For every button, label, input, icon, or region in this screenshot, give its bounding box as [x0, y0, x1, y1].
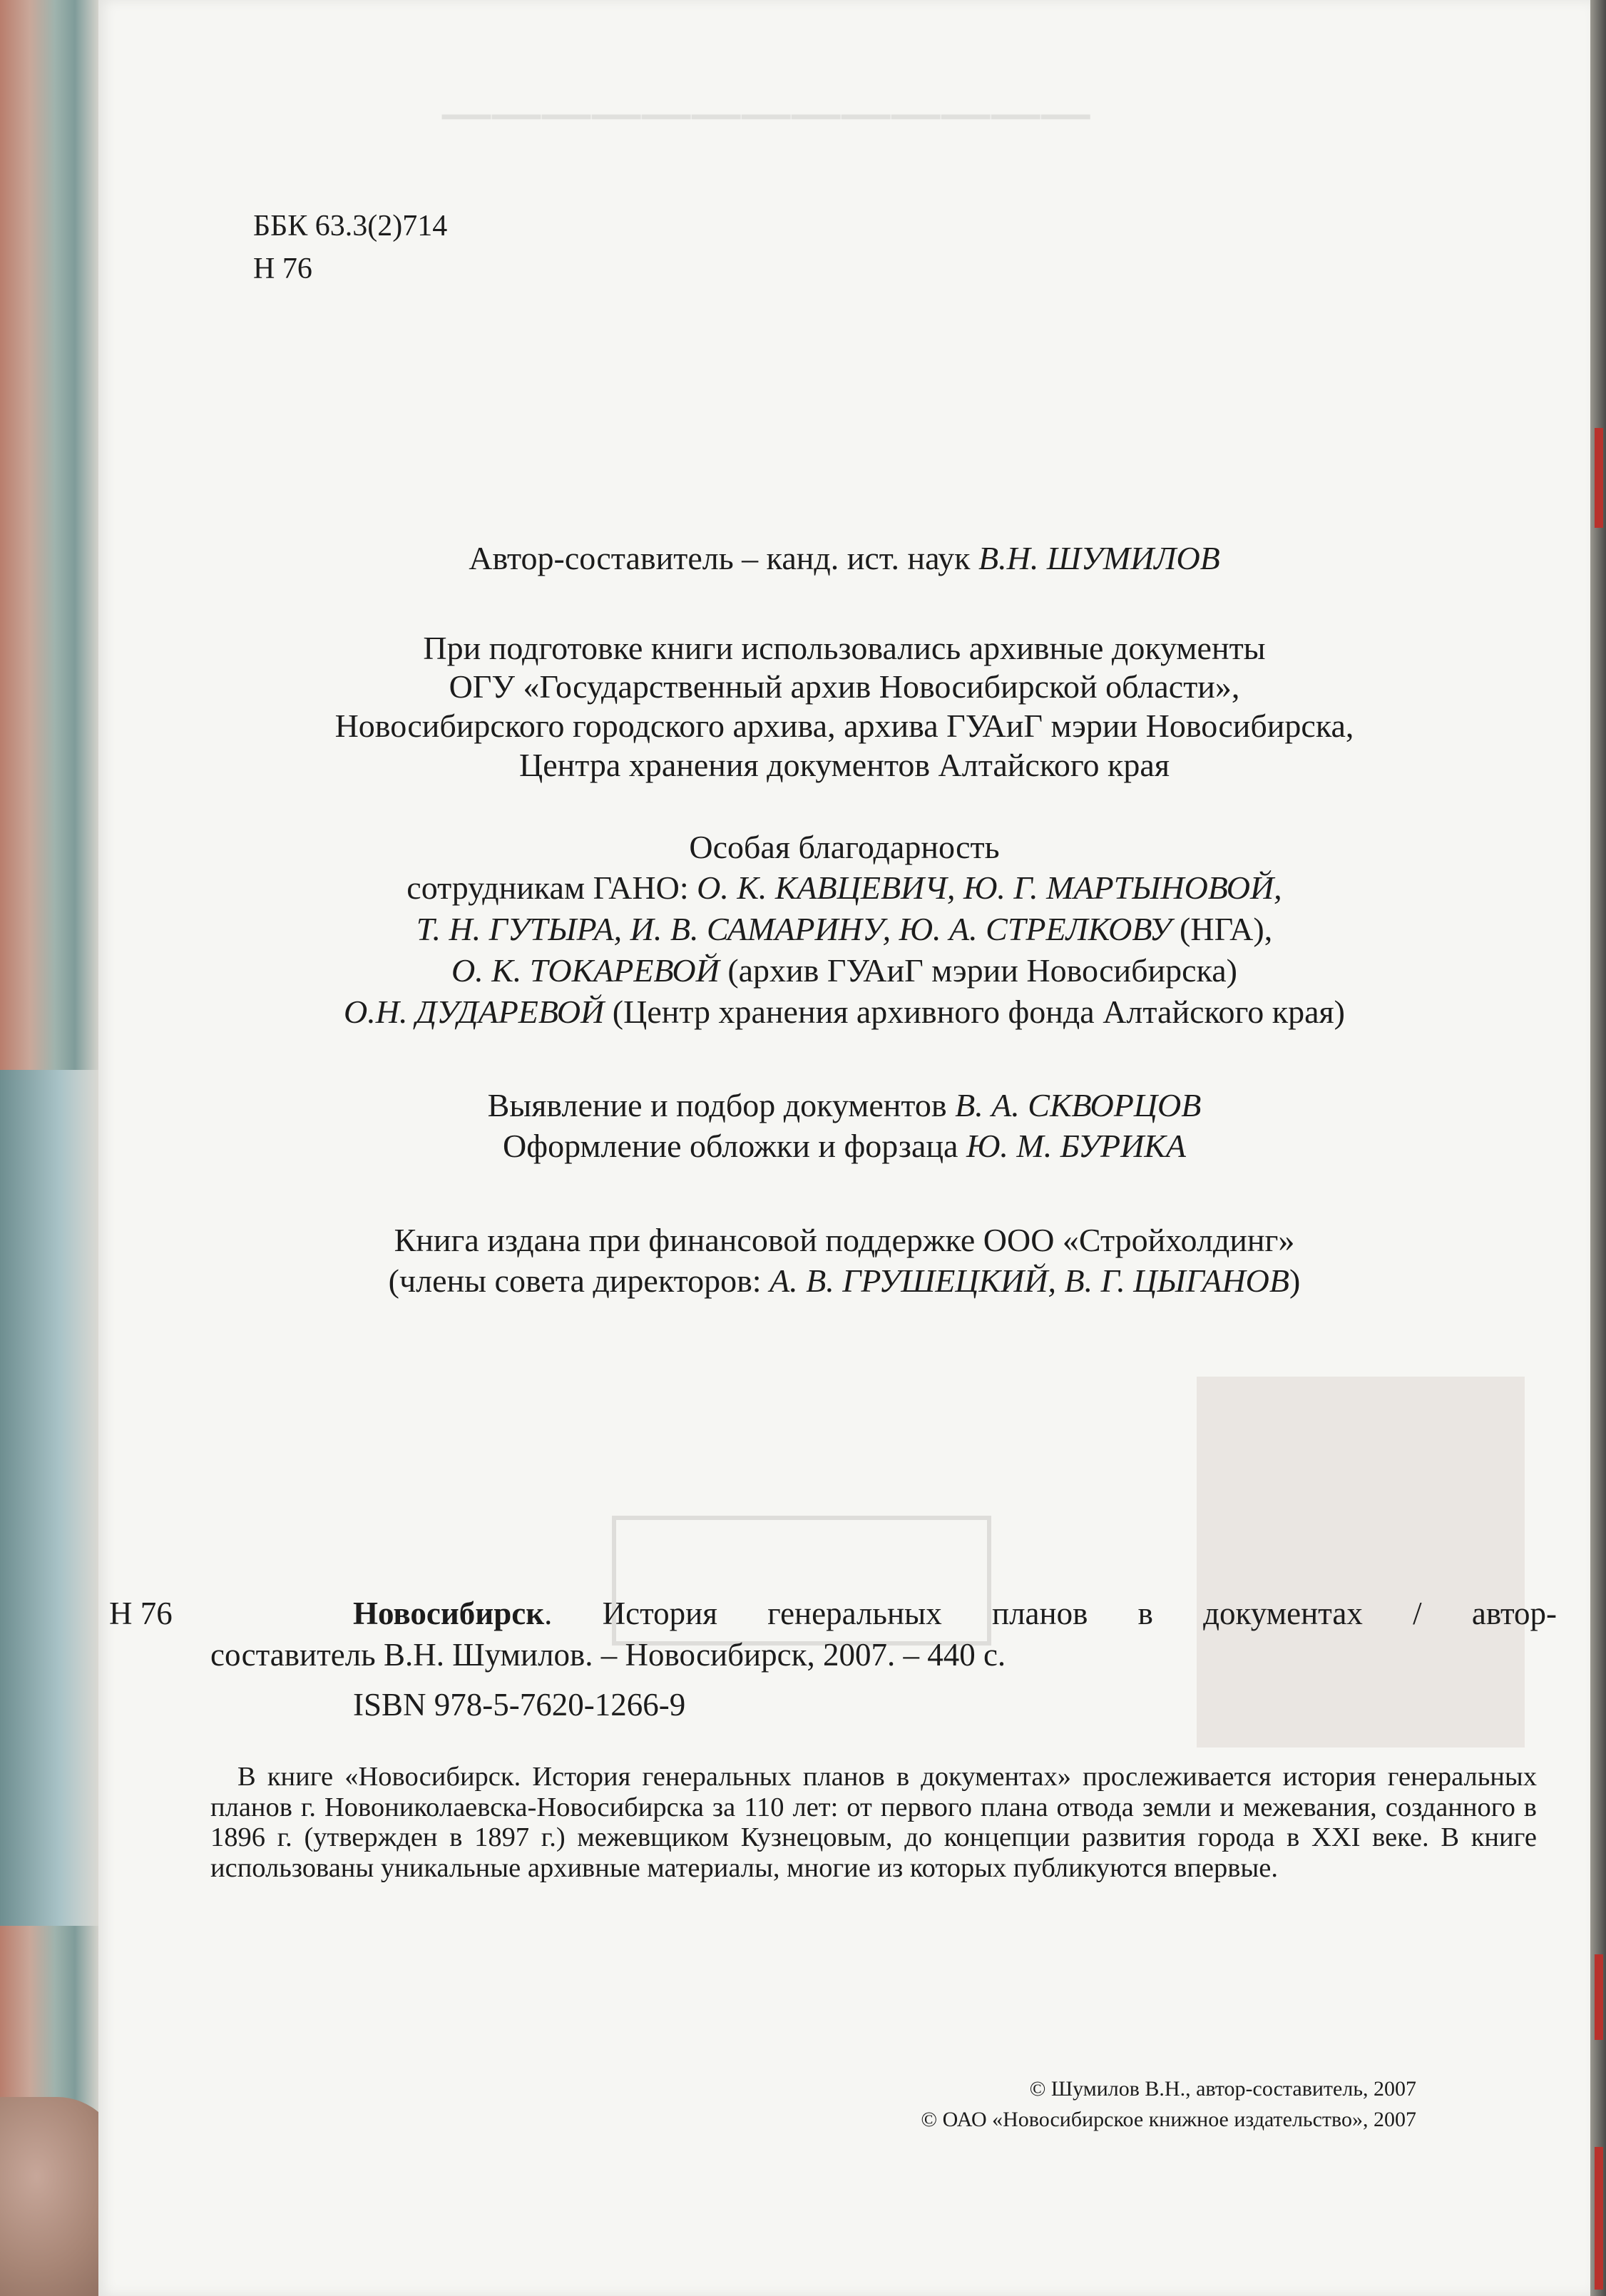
thanks-line: О. К. ТОКАРЕВОЙ (архив ГУАиГ мэрии Новосибирска): [451, 952, 1237, 989]
thanks-heading: Особая благодарность: [689, 829, 1000, 865]
sources-line: При подготовке книги использовались архивные документы: [423, 630, 1266, 666]
catalog-title: Новосибирск: [353, 1596, 545, 1631]
sponsor-directors: (члены совета директоров: А. В. ГРУШЕЦКИЙ, В. Г. ЦЫГАНОВ): [388, 1262, 1301, 1299]
catalog-code: Н 76: [109, 1596, 173, 1631]
catalog-isbn: ISBN 978-5-7620-1266-9: [353, 1687, 686, 1723]
copyright-line: © Шумилов В.Н., автор-составитель, 2007: [1029, 2077, 1416, 2101]
author-sign: Н 76: [253, 252, 312, 285]
author-line: Автор-составитель – канд. ист. наук В.Н. ШУМИЛОВ: [469, 540, 1220, 576]
sources-line: Новосибирского городского архива, архива ГУАиГ мэрии Новосибирска,: [334, 708, 1354, 744]
copyright-line: © ОАО «Новосибирское книжное издательство», 2007: [921, 2108, 1416, 2131]
book-page: [98, 0, 1590, 2296]
thanks-line: О.Н. ДУДАРЕВОЙ (Центр хранения архивного фонда Алтайского края): [344, 994, 1345, 1030]
show-through-top: ─────────────: [441, 76, 1090, 153]
page-stack-edge: [1590, 0, 1606, 2296]
sponsor-line: Книга издана при финансовой поддержке ООО «Стройхолдинг»: [394, 1222, 1295, 1258]
thanks-line: сотрудникам ГАНО: О. К. КАВЦЕВИЧ, Ю. Г. МАРТЫНОВОЙ,: [406, 869, 1282, 906]
thanks-line: Т. Н. ГУТЫРА, И. В. САМАРИНУ, Ю. А. СТРЕЛКОВУ (НГА),: [416, 911, 1273, 947]
book-spine-edge: [0, 0, 100, 2296]
annotation-paragraph: В книге «Новосибирск. История генеральных планов в документах» прослеживается история генеральных планов г. Новониколаевска-Новосибирска за 110 лет: от первого плана отвода земли и межевания, созданного в 1896 г. (утвержден в 1897 г.) межевщиком Кузнецовым, до концепции развития города в XXI веке. В книге использованы уникальные архивные материалы, многие из которых публикуются впервые.: [210, 1762, 1537, 1883]
credits-design: Оформление обложки и форзаца Ю. М. БУРИКА: [503, 1128, 1186, 1164]
catalog-second-line: составитель В.Н. Шумилов. – Новосибирск, 2007. – 440 с.: [210, 1637, 1006, 1673]
sources-line: Центра хранения документов Алтайского края: [519, 747, 1170, 783]
catalog-title-line: Новосибирск. История генеральных планов в документах / автор-: [353, 1596, 1557, 1631]
author-name: В.Н. ШУМИЛОВ: [978, 540, 1220, 576]
sources-line: ОГУ «Государственный архив Новосибирской области»,: [449, 668, 1240, 705]
catalog-record: [109, 1593, 1557, 1725]
bbk-code: ББК 63.3(2)714: [253, 210, 448, 243]
credits-selection: Выявление и подбор документов В. А. СКВОРЦОВ: [487, 1087, 1202, 1123]
